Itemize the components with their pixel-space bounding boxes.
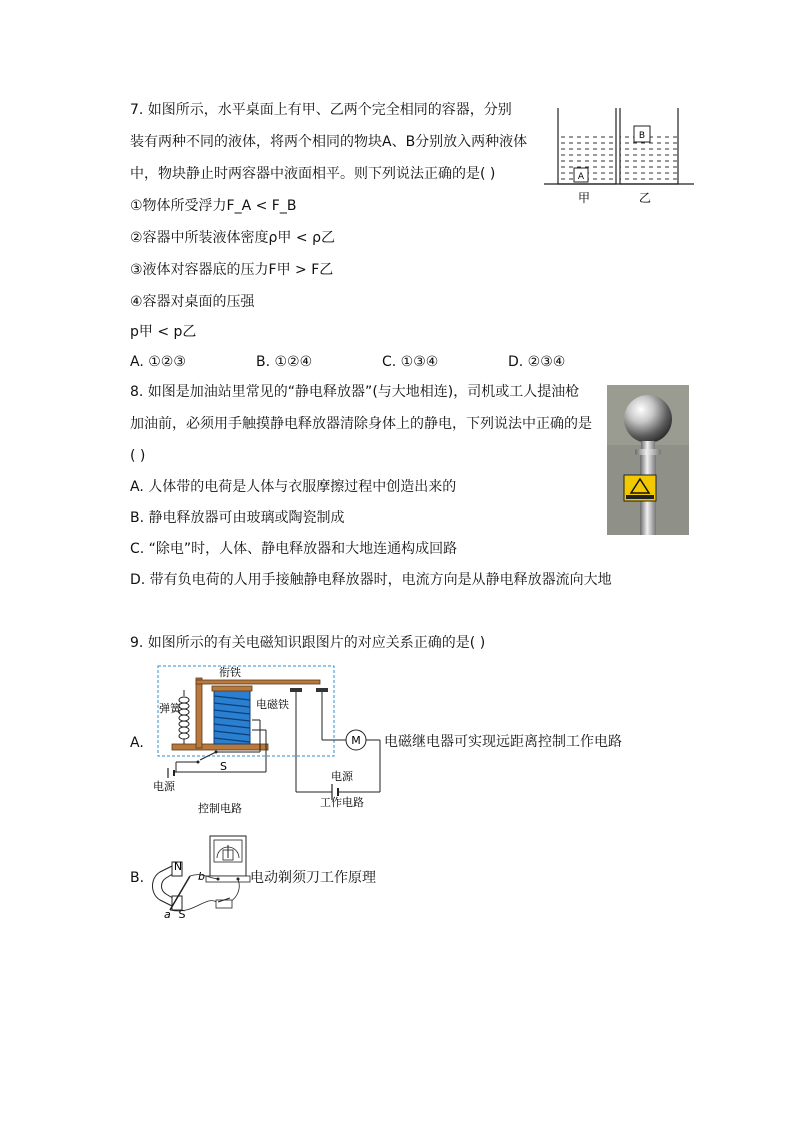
electromagnetic-relay-diagram [146, 660, 386, 820]
q7-statement-1: ①物体所受浮力F_A < F_B [130, 198, 297, 214]
q7-option-b: B. ①②④ [256, 354, 313, 370]
q9-option-b-caption: 电动剃须刀工作原理 [250, 870, 376, 886]
armature-label: 衔铁 [219, 666, 241, 679]
pole-n-label: N [173, 860, 183, 873]
q7-statement-4: ④容器对桌面的压强 [130, 294, 255, 310]
q8-option-d: D. 带有负电荷的人用手接触静电释放器时，电流方向是从静电释放器流向大地 [130, 572, 612, 588]
q8-option-b: B. 静电释放器可由玻璃或陶瓷制成 [130, 510, 345, 526]
label-jia: 甲 [577, 191, 591, 205]
motor-label: M [351, 734, 361, 747]
block-a-label: A [577, 172, 585, 182]
point-b-label: b [198, 870, 205, 883]
work-circuit-label: 工作电路 [320, 796, 364, 809]
control-circuit-label: 控制电路 [198, 802, 242, 815]
q8-option-c: C. “除电”时，人体、静电释放器和大地连通构成回路 [130, 541, 458, 557]
q8-stem-line-1: 8. 如图是加油站里常见的“静电释放器”(与大地相连)，司机或工人提油枪 [130, 384, 580, 400]
q7-statement-2: ②容器中所装液体密度ρ甲 < ρ乙 [130, 230, 335, 246]
q9-option-a-letter: A. [130, 735, 144, 751]
spring-label: 弹簧 [159, 702, 181, 715]
q7-stem-line-2: 装有两种不同的液体，将两个相同的物块A、B分别放入两种液体 [130, 134, 528, 150]
electromagnet-label: 电磁铁 [256, 698, 289, 711]
q7-option-d: D. ②③④ [508, 354, 566, 370]
liquid-yi [620, 136, 678, 184]
q7-statement-3: ③液体对容器底的压力F甲 > F乙 [130, 262, 334, 278]
q9-option-b-letter: B. [130, 870, 145, 886]
q7-option-c: C. ①③④ [382, 354, 439, 370]
q7-stem-line-1: 7. 如图所示，水平桌面上有甲、乙两个完全相同的容器，分别 [130, 102, 512, 118]
static-discharger-photo [607, 385, 689, 535]
q7-statement-4-cont: p甲 < p乙 [130, 324, 197, 340]
q8-stem-line-3: ( ) [130, 448, 146, 464]
q9-stem: 9. 如图所示的有关电磁知识跟图片的对应关系正确的是( ) [130, 635, 486, 651]
power1-label: 电源 [153, 780, 175, 793]
q8-stem-line-2: 加油前，必须用手触摸静电释放器清除身体上的静电，下列说法中正确的是 [130, 416, 592, 432]
block-b-label: B [638, 131, 646, 141]
generator-experiment-diagram [146, 832, 258, 918]
q8-option-a: A. 人体带的电荷是人体与衣服摩擦过程中创造出来的 [130, 479, 457, 495]
point-a-label: a [164, 908, 171, 918]
q7-containers-figure [544, 104, 694, 208]
label-yi: 乙 [638, 191, 652, 205]
q7-option-a: A. ①②③ [130, 354, 186, 370]
switch-label: S [220, 760, 227, 773]
pole-s-label: S [178, 908, 186, 918]
q9-option-a-caption: 电磁继电器可实现远距离控制工作电路 [384, 734, 622, 750]
q7-stem-line-3: 中，物块静止时两容器中液面相平。则下列说法正确的是( ) [130, 166, 496, 182]
power2-label: 电源 [331, 770, 353, 783]
